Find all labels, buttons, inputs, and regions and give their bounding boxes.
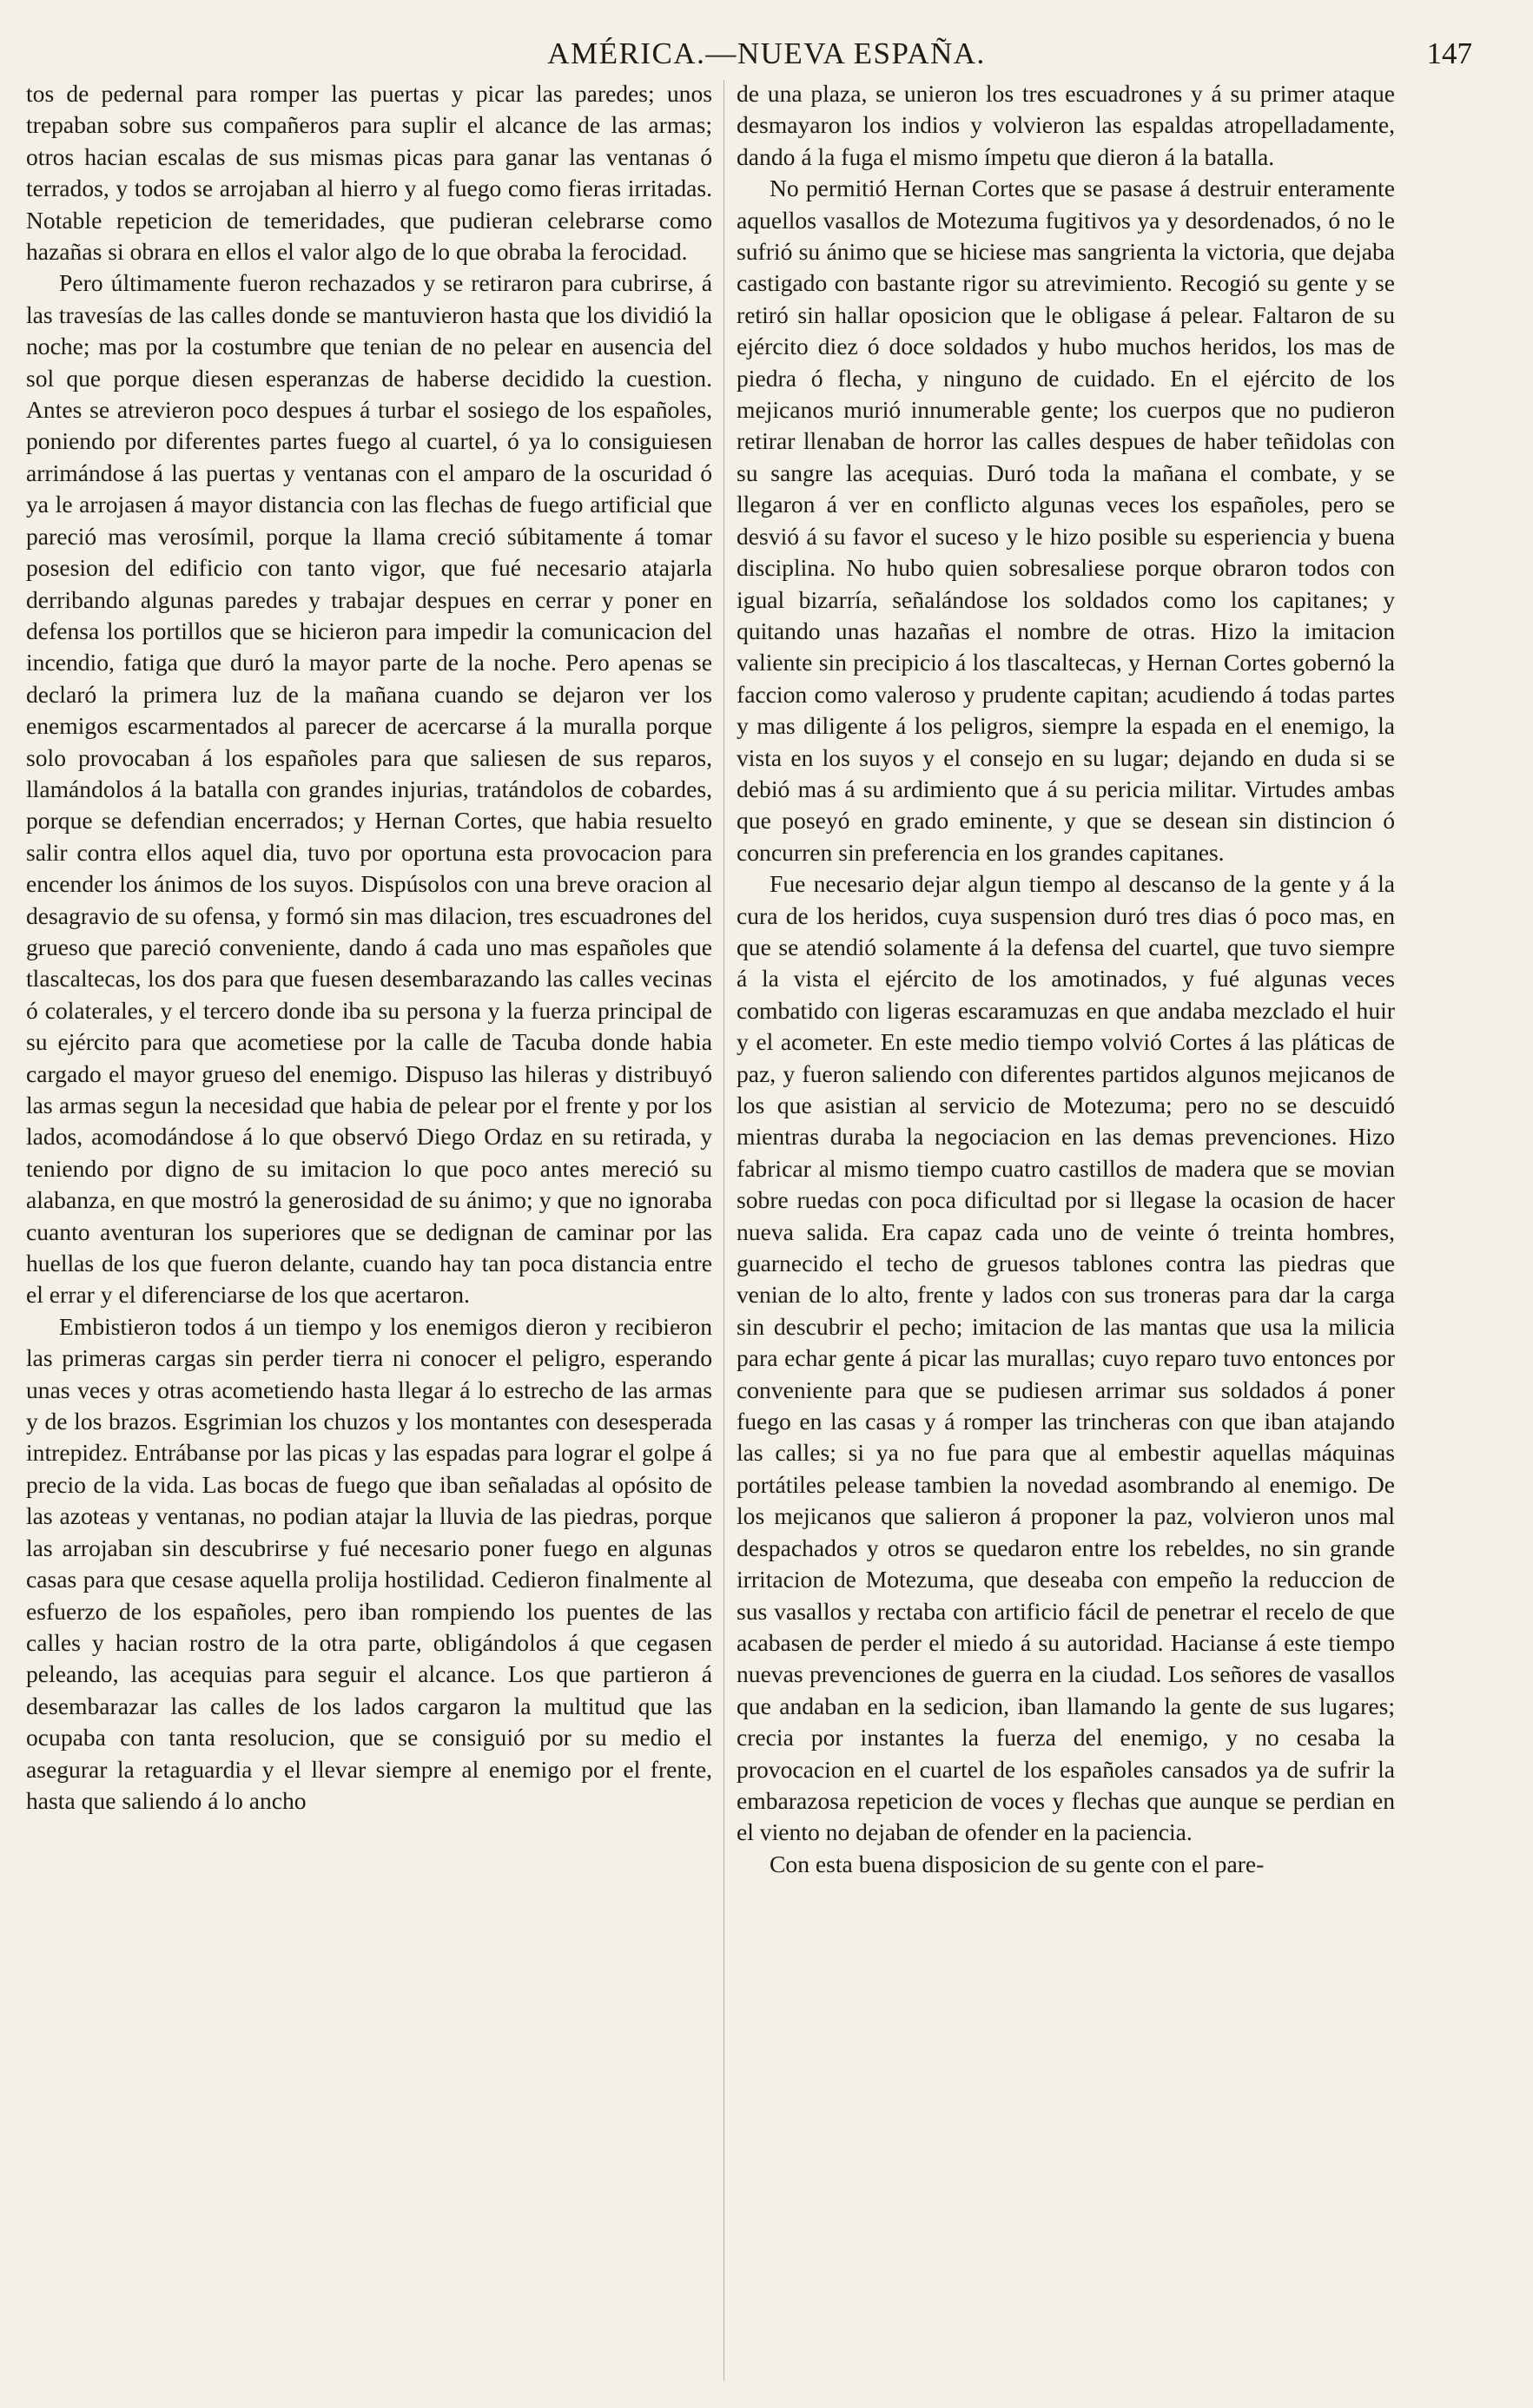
paragraph: Embistieron todos á un tiempo y los enemigos dieron y recibieron las primeras cargas sin perder tierra ni conocer el peligro, esperando unas veces y otras acometiendo hasta llegar á lo estrecho de las armas y de los brazos. Esgrimian los chuzos y los montantes con desesperada intrepidez. Entrábanse por las picas y las espadas para lograr el golpe á precio de la vida. Las bocas de fuego que iban señaladas al opósito de las azoteas y ventanas, no podian atajar la lluvia de las piedras, porque las arrojaban sin descubrirse y fué necesario poner fuego en algunas casas para que cesase aquella prolija hostilidad. Cedieron finalmente al esfuerzo de los españoles, pero iban rompiendo los puentes de las calles y hacian rostro de la otra parte, obligándolos á que cegasen peleando, las acequias para seguir el alcance. Los que partieron á desembarazar las calles de los lados cargaron la multitud que las ocupaba con tanta resolucion, que se consiguió por su medio el asegurar la retaguardia y el llevar siempre al enemigo por el frente, hasta que saliendo á lo ancho xyxy=(26,1312,712,1814)
page-number: 147 xyxy=(1426,36,1472,70)
page-header-title: AMÉRICA.—NUEVA ESPAÑA. xyxy=(547,36,986,70)
left-column xyxy=(26,78,712,2384)
right-column xyxy=(737,78,1395,2384)
paragraph: tos de pedernal para romper las puertas y picar las paredes; unos trepaban sobre sus compañeros para suplir el alcance de las armas; otros hacian escalas de sus mismas picas para ganar las ventanas ó terrados, y todos se arrojaban al hierro y al fuego como fieras irritadas. Notable repeticion de temeridades, que pudieran celebrarse como hazañas si obrara en ellos el valor algo de lo que obraba la ferocidad. xyxy=(26,80,712,266)
paragraph: Con esta buena disposicion de su gente con el pare- xyxy=(770,1850,1265,1877)
paragraph: No permitió Hernan Cortes que se pasase á destruir enteramente aquellos vasallos de Motezuma fugitivos ya y desordenados, ó no le sufrió su ánimo que se hiciese mas sangrienta la victoria, que dejaba castigado con bastante rigor su atrevimiento. Recogió su gente y se retiró sin hallar oposicion que le obligase á pelear. Faltaron de su ejército diez ó doce soldados y hubo muchos heridos, los mas de piedra ó flecha, y ninguno de cuidado. En el ejército de los mejicanos murió innumerable gente; los cuerpos que no pudieron retirar llenaban de horror las calles despues de haber teñidolas con su sangre las acequias. Duró toda la mañana el combate, y se llegaron á ver en conflicto algunas veces los españoles, pero se desvió á su favor el suceso y le hizo posible su esperiencia y buena disciplina. No hubo quien sobresaliese porque obraron todos con igual bizarría, señalándose los soldados como los capitanes; y quitando unas hazañas el nombre de otras. Hizo la imitacion valiente sin precipicio á los tlascaltecas, y Hernan Cortes gobernó la faccion como valeroso y prudente capitan; acudiendo á todas partes y mas diligente á los peligros, siempre la espada en el enemigo, la vista en los suyos y el consejo en su lugar; dejando en duda si se debió mas á su ardimiento que á su pericia militar. Virtudes ambas que poseyó en grado eminente, y que se desean sin distincion ó concurren sin preferencia en los grandes capitanes. xyxy=(737,175,1395,866)
paragraph: de una plaza, se unieron los tres escuadrones y á su primer ataque desmayaron los indios y volvieron las espaldas atropelladamente, dando á la fuga el mismo ímpetu que dieron á la batalla. xyxy=(737,80,1395,170)
paragraph: Pero últimamente fueron rechazados y se retiraron para cubrirse, á las travesías de las calles donde se mantuvieron hasta que los dividió la noche; mas por la costumbre que tenian de no pelear en ausencia del sol que porque diesen esperanzas de haberse decidido la cuestion. Antes se atrevieron poco despues á turbar el sosiego de los españoles, poniendo por diferentes partes fuego al cuartel, ó ya lo consiguiesen arrimándose á las puertas y ventanas con el amparo de la oscuridad ó ya le arrojasen á mayor distancia con las flechas de fuego artificial que pareció mas verosímil, porque la llama creció súbitamente á tomar posesion del edificio con tanto vigor, que fué necesario atajarla derribando algunas paredes y trabajar despues en cerrar y poner en defensa los portillos que se hicieron para impedir la comunicacion del incendio, fatiga que duró la mayor parte de la noche. Pero apenas se declaró la primera luz de la mañana cuando se dejaron ver los enemigos escarmentados al parecer de acercarse á la muralla porque solo provocaban á los españoles para que saliesen de sus reparos, llamándolos á la batalla con grandes injurias, tratándolos de cobardes, porque se defendian encerrados; y Hernan Cortes, que habia resuelto salir contra ellos aquel dia, tuvo por oportuna esta provocacion para encender los ánimos de los suyos. Dispúsolos con una breve oracion al desagravio de su ofensa, y formó sin mas dilacion, tres escuadrones del grueso que pareció conveniente, dando á cada uno mas españoles que tlascaltecas, los dos para que fuesen desembarazando las calles vecinas ó colaterales, y el tercero donde iba su persona y la fuerza principal de su ejército para que acometiese por la calle de Tacuba donde habia cargado el mayor grueso del enemigo. Dispuso las hileras y distribuyó las armas segun la necesidad que habia de pelear por el frente y por los lados, acomodándose á lo que observó Diego Ordaz en su retirada, y teniendo por digno de su imitacion lo que poco antes mereció su alabanza, en que mostró la generosidad de su ánimo; y que no ignoraba cuanto aventuran los superiores que se dedignan de caminar por las huellas de los que fueron delante, cuando hay tan poca distancia entre el errar y el diferenciarse de los que acertaron. xyxy=(26,269,712,1309)
paragraph: Fue necesario dejar algun tiempo al descanso de la gente y á la cura de los heridos, cuya suspension duró tres dias ó poco mas, en que se atendió solamente á la defensa del cuartel, que tuvo siempre á la vista el ejército de los amotinados, y fué algunas veces combatido con ligeras escaramuzas en que andaba mezclado el huir y el acometer. En este medio tiempo volvió Cortes á las pláticas de paz, y fueron saliendo con diferentes partidos algunos mejicanos de los que asistian al servicio de Motezuma; pero no se descuidó mientras duraba la negociacion en las demas prevenciones. Hizo fabricar al mismo tiempo cuatro castillos de madera que se movian sobre ruedas con poca dificultad por si llegase la ocasion de hacer nueva salida. Era capaz cada uno de veinte ó treinta hombres, guarnecido el techo de gruesos tablones contra las piedras que venian de lo alto, frente y lados con sus troneras para dar la carga sin descubrir el pecho; imitacion de las mantas que usa la milicia para echar gente á picar las murallas; cuyo reparo tuvo entonces por conveniente para que se pudiesen arrimar sus soldados á poner fuego en las casas y á romper las trincheras con que iban atajando las calles; si ya no fue para que al embestir aquellas máquinas portátiles pelease tambien la novedad asombrando al enemigo. De los mejicanos que salieron á proponer la paz, volvieron unos mal despachados y otros se quedaron entre los rebeldes, no sin grande irritacion de Motezuma, que deseaba con empeño la reduccion de sus vasallos y rectaba con artificio fácil de penetrar el recelo de que acabasen de perder el miedo á su autoridad. Hacianse á este tiempo nuevas prevenciones de guerra en la ciudad. Los señores de vasallos que andaban en la sedicion, iban llamando la gente de sus lugares; crecia por instantes la fuerza del enemigo, y no cesaba la provocacion en el cuartel de los españoles cansados ya de sufrir la embarazosa repeticion de voces y flechas que aunque se perdian en el viento no dejaban de ofender en la paciencia. xyxy=(737,870,1395,1846)
running-head xyxy=(0,36,1533,82)
